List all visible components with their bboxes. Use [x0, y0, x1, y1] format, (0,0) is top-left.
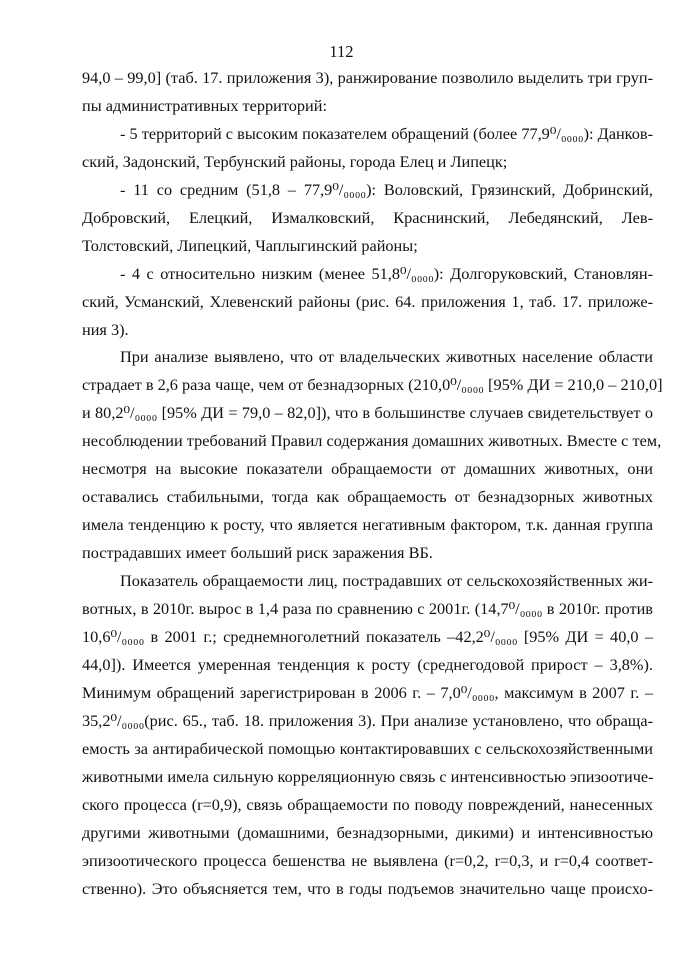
- text-line: вотных, в 2010г. вырос в 1,4 раза по сравнению с 2001г. (14,7⁰/₀₀₀₀ в 2010г. против: [82, 599, 653, 618]
- text-line: 44,0]). Имеется умеренная тенденция к росту (среднегодовой прирост – 3,8%).: [82, 655, 653, 674]
- page-number: 112: [329, 42, 354, 61]
- text-line: ский, Усманский, Хлевенский районы (рис. 64. приложения 1, таб. 17. приложе-: [82, 292, 653, 311]
- text-line: При анализе выявлено, что от владельческих животных население области: [120, 347, 653, 366]
- text-line: животными имела сильную корреляционную связь с интенсивностью эпизоотиче-: [82, 767, 654, 786]
- text-line: ственно). Это объясняется тем, что в годы подъемов значительно чаще происхо-: [82, 879, 653, 898]
- text-line: 35,2⁰/₀₀₀₀(рис. 65., таб. 18. приложения 3). При анализе установлено, что обраща-: [82, 711, 653, 730]
- text-line: емость за антирабической помощью контактировавших с сельскохозяйственными: [82, 739, 653, 758]
- text-line: другими животными (домашними, безнадзорными, дикими) и интенсивностью: [82, 823, 653, 842]
- text-line: и 80,2⁰/₀₀₀₀ [95% ДИ = 79,0 – 82,0]), что в большинстве случаев свидетельствует о: [82, 403, 653, 422]
- text-line: несмотря на высокие показатели обращаемости от домашних животных, они: [82, 459, 653, 478]
- text-line: имела тенденцию к росту, что является негативным фактором, т.к. данная группа: [82, 515, 653, 534]
- text-line: несоблюдении требований Правил содержания домашних животных. Вместе с тем,: [82, 431, 662, 450]
- text-line: - 11 со средним (51,8 – 77,9⁰/₀₀₀₀): Воловский, Грязинский, Добринский,: [120, 180, 653, 199]
- text-line: оставались стабильными, тогда как обращаемость от безнадзорных животных: [82, 487, 653, 506]
- text-line: 10,6⁰/₀₀₀₀ в 2001 г.; среднемноголетний показатель –42,2⁰/₀₀₀₀ [95% ДИ = 40,0 –: [82, 627, 653, 646]
- text-line: пострадавших имеет больший риск заражения ВБ.: [82, 543, 433, 562]
- text-line: Минимум обращений зарегистрирован в 2006 г. – 7,0⁰/₀₀₀₀, максимум в 2007 г. –: [82, 683, 653, 702]
- text-line: ского процесса (r=0,9), связь обращаемости по поводу повреждений, нанесенных: [82, 795, 653, 814]
- text-line: 94,0 – 99,0] (таб. 17. приложения 3), ранжирование позволило выделить три груп-: [82, 68, 653, 87]
- text-line: страдает в 2,6 раза чаще, чем от безнадзорных (210,0⁰/₀₀₀₀ [95% ДИ = 210,0 – 210,0]: [82, 375, 663, 394]
- text-line: ский, Задонский, Тербунский районы, города Елец и Липецк;: [82, 152, 508, 171]
- text-line: Добровский, Елецкий, Измалковский, Краснинский, Лебедянский, Лев-: [82, 208, 653, 227]
- text-line: пы административных территорий:: [82, 96, 328, 115]
- text-line: эпизоотического процесса бешенства не выявлена (r=0,2, r=0,3, и r=0,4 соответ-: [82, 851, 653, 870]
- text-line: - 5 территорий с высоким показателем обращений (более 77,9⁰/₀₀₀₀): Данков-: [120, 124, 653, 143]
- text-line: Показатель обращаемости лиц, пострадавших от сельскохозяйственных жи-: [120, 571, 653, 590]
- text-line: ния 3).: [82, 320, 129, 339]
- text-line: Толстовский, Липецкий, Чаплыгинский районы;: [82, 236, 418, 255]
- text-line: - 4 с относительно низким (менее 51,8⁰/₀₀₀₀): Долгоруковский, Становлян-: [120, 264, 653, 283]
